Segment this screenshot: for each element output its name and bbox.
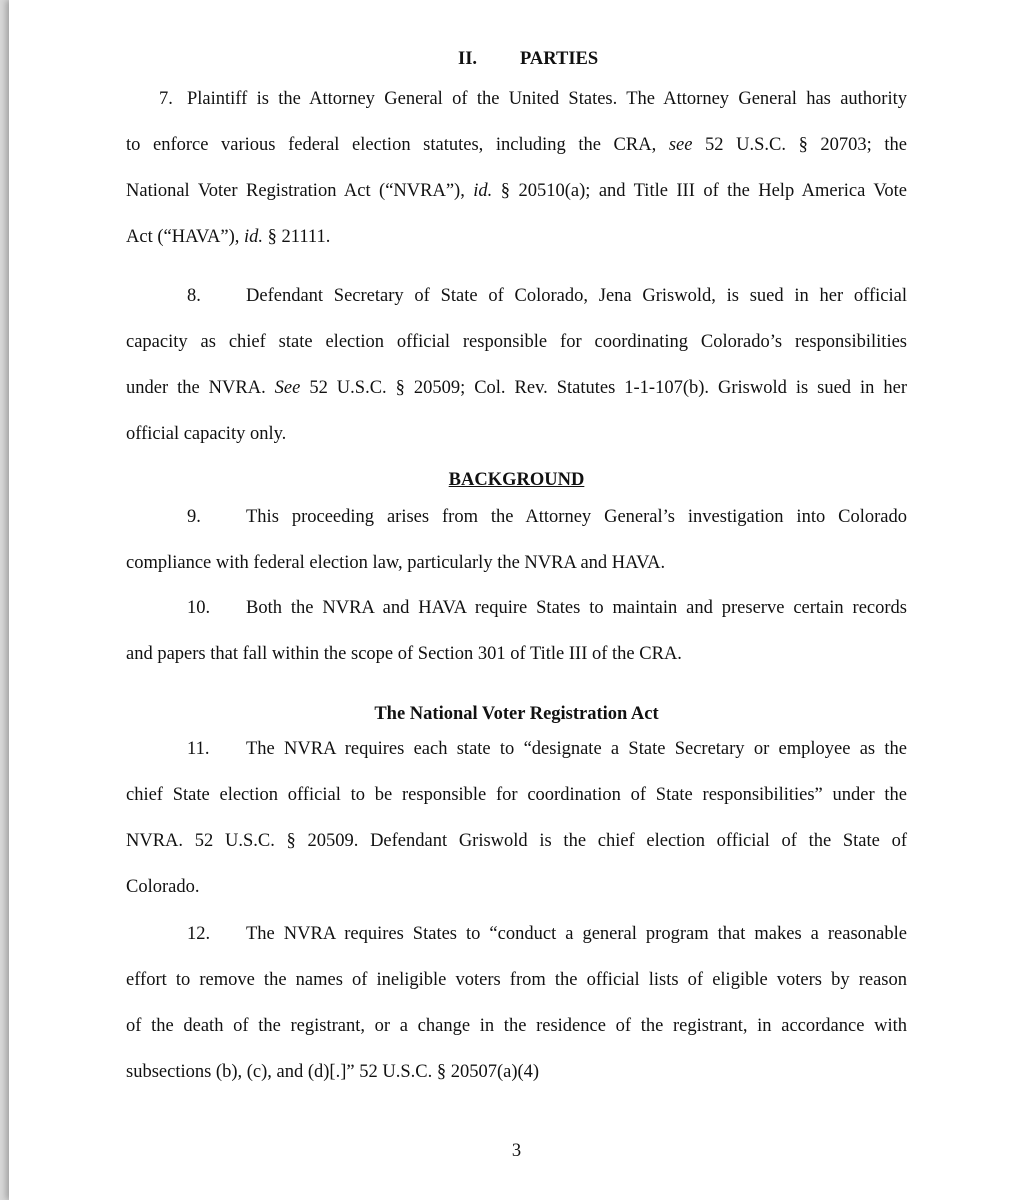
paragraph-number: 10. [187, 598, 211, 618]
paragraph-line: official capacity only. [126, 424, 287, 444]
paragraph-line: Both the NVRA and HAVA require States to maintain and preserve certain records [246, 598, 907, 618]
page-number: 3 [511, 1141, 522, 1161]
paragraph-number: 12. [187, 924, 211, 944]
document-page [9, 0, 1033, 1200]
paragraph-line: compliance with federal election law, particularly the NVRA and HAVA. [126, 553, 666, 573]
paragraph-number: 9. [187, 507, 201, 527]
paragraph-line: subsections (b), (c), and (d)[.]” 52 U.S.C. § 20507(a)(4) [126, 1062, 540, 1082]
paragraph-line: and papers that fall within the scope of Section 301 of Title III of the CRA. [126, 644, 682, 664]
paragraph-line: effort to remove the names of ineligible voters from the official lists of eligible voters by reason [126, 970, 907, 990]
paragraph-line: chief State election official to be responsible for coordination of State responsibilities” under the [126, 785, 907, 805]
background-heading: BACKGROUND [448, 470, 585, 490]
paragraph-line: National Voter Registration Act (“NVRA”), id. § 20510(a); and Title III of the Help America Vote [126, 181, 908, 201]
paragraph-line: Colorado. [126, 877, 200, 897]
paragraph-line: The NVRA requires each state to “designate a State Secretary or employee as the [246, 739, 907, 759]
paragraph-line: of the death of the registrant, or a change in the residence of the registrant, in accordance with [126, 1016, 907, 1036]
section-numeral: II. [458, 49, 478, 69]
paragraph-line: Plaintiff is the Attorney General of the United States. The Attorney General has authority [187, 89, 907, 109]
paragraph-line: This proceeding arises from the Attorney General’s investigation into Colorado [246, 507, 907, 527]
paragraph-line: Act (“HAVA”), id. § 21111. [126, 227, 331, 247]
paragraph-line: capacity as chief state election official responsible for coordinating Colorado’s responsibilities [126, 332, 907, 352]
paragraph-line: The NVRA requires States to “conduct a general program that makes a reasonable [246, 924, 907, 944]
section-title: PARTIES [520, 49, 599, 69]
paragraph-number: 7. [159, 89, 173, 109]
paragraph-number: 11. [187, 739, 210, 759]
paragraph-line: under the NVRA. See 52 U.S.C. § 20509; Col. Rev. Statutes 1-1-107(b). Griswold is sued in her [126, 378, 907, 398]
paragraph-number: 8. [187, 286, 201, 306]
paragraph-line: to enforce various federal election statutes, including the CRA, see 52 U.S.C. § 20703; the [126, 135, 908, 155]
paragraph-line: NVRA. 52 U.S.C. § 20509. Defendant Griswold is the chief election official of the State of [126, 831, 907, 851]
paragraph-line: Defendant Secretary of State of Colorado, Jena Griswold, is sued in her official [246, 286, 907, 306]
nvra-heading: The National Voter Registration Act [374, 704, 659, 724]
